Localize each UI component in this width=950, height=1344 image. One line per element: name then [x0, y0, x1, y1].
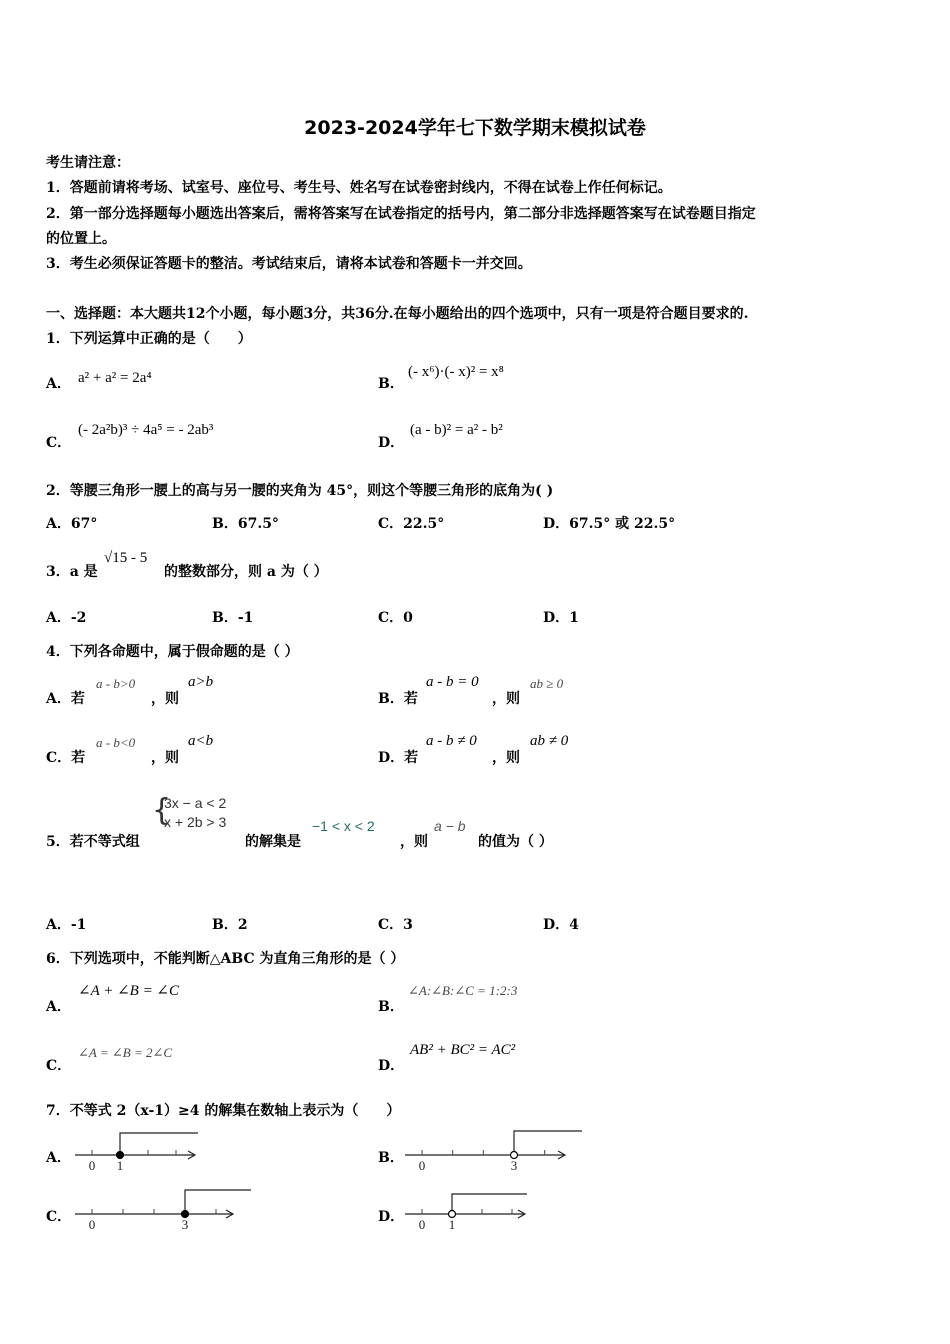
q4-option-b-result: ab ≥ 0 — [530, 676, 564, 691]
solution-bracket-a — [120, 1133, 198, 1155]
q1-option-a-label: A． — [46, 376, 71, 392]
q2-option-d: D．67.5° 或 22.5° — [543, 516, 676, 532]
q5-stem-pre: 5．若不等式组 — [46, 834, 140, 850]
q3-sqrt-expr: √15 - 5 — [104, 550, 148, 566]
notice-item-2: 2．第一部分选择题每小题选出答案后，需将答案写在试卷指定的括号内，第二部分非选择题答案写在试卷题目指定 — [46, 206, 756, 222]
q7-option-c-label: C． — [46, 1209, 72, 1225]
origin-label-a: 0 — [88, 1158, 96, 1173]
q1-option-d-label: D． — [378, 435, 405, 451]
q7-number-line-d — [405, 1194, 527, 1232]
q5-stem-mid2: ，则 — [400, 834, 428, 850]
q5-expression: a − b — [434, 818, 466, 834]
q4-option-b-then: ，则 — [492, 691, 520, 707]
section-heading: 一、选择题：本大题共12个小题，每小题3分，共36分.在每小题给出的四个选项中，只有一项是符合题目要求的. — [46, 306, 749, 322]
q5-system-line-1: 3x − a < 2 — [164, 795, 227, 811]
q3-option-b: B．-1 — [212, 610, 254, 626]
q3-option-d: D．1 — [543, 610, 579, 626]
q6-option-a-label: A． — [46, 999, 71, 1015]
q7-number-line-c — [75, 1190, 251, 1232]
q6-option-c-label: C． — [46, 1058, 72, 1074]
solution-bracket-b — [514, 1131, 582, 1155]
q4-option-c-cond: a - b<0 — [96, 735, 136, 750]
solution-bracket-d — [452, 1194, 527, 1214]
q2-option-a: A．67° — [46, 516, 98, 532]
q1-option-b-math: (- x⁶)·(- x)² = x⁸ — [408, 364, 504, 380]
q4-option-d-then: ，则 — [492, 750, 520, 766]
q4-stem: 4．下列各命题中，属于假命题的是（ ） — [46, 644, 299, 660]
q7-stem: 7．不等式 2（x-1）≥4 的解集在数轴上表示为（ ） — [46, 1103, 401, 1119]
q4-option-b-cond: a - b = 0 — [426, 674, 479, 690]
notice-item-1: 1．答题前请将考场、试室号、座位号、考生号、姓名写在试卷密封线内，不得在试卷上作任何标记。 — [46, 180, 672, 196]
q5-system-line-2: x + 2b > 3 — [164, 814, 227, 830]
q3-stem-post: 的整数部分，则 a 为（ ） — [164, 564, 328, 580]
q4-option-d-cond: a - b ≠ 0 — [426, 733, 477, 749]
q4-option-d-result: ab ≠ 0 — [530, 733, 569, 749]
q5-solution-set: −1 < x < 2 — [312, 818, 375, 834]
q6-option-a-math: ∠A + ∠B = ∠C — [78, 983, 180, 999]
q4-option-a-cond: a - b>0 — [96, 676, 136, 691]
q1-option-d-math: (a - b)² = a² - b² — [410, 422, 503, 438]
q3-stem-pre: 3．a 是 — [46, 564, 98, 580]
point-label-a: 1 — [116, 1158, 124, 1173]
q7-option-a-label: A． — [46, 1150, 71, 1166]
origin-label-c: 0 — [88, 1217, 96, 1232]
q7-number-line-b — [405, 1131, 582, 1173]
q4-option-c-then: ，则 — [151, 750, 179, 766]
notice-heading: 考生请注意： — [46, 155, 130, 171]
q6-option-c-math: ∠A = ∠B = 2∠C — [78, 1045, 173, 1060]
q6-option-b-label: B． — [378, 999, 404, 1015]
solution-bracket-c — [185, 1190, 251, 1214]
q1-option-c-label: C． — [46, 435, 72, 451]
q5-option-d: D．4 — [543, 917, 579, 933]
q2-stem: 2．等腰三角形一腰上的高与另一腰的夹角为 45°，则这个等腰三角形的底角为( ) — [46, 483, 554, 499]
q4-option-a-pre: A．若 — [46, 691, 85, 707]
q2-option-b: B．67.5° — [212, 516, 279, 532]
q1-option-c-math: (- 2a²b)³ ÷ 4a⁵ = - 2ab³ — [78, 422, 214, 438]
q5-stem-post: 的值为（ ） — [478, 834, 553, 850]
q1-stem: 1．下列运算中正确的是（ ） — [46, 331, 252, 347]
origin-label-d: 0 — [418, 1217, 426, 1232]
q4-option-b-pre: B．若 — [378, 691, 418, 707]
q5-option-c: C．3 — [378, 917, 413, 933]
origin-label-b: 0 — [418, 1158, 426, 1173]
q7-option-b-label: B． — [378, 1150, 404, 1166]
q6-option-d-label: D． — [378, 1058, 405, 1074]
notice-item-2-cont: 的位置上。 — [46, 231, 116, 247]
q5-option-a: A．-1 — [46, 917, 87, 933]
q5-option-b: B．2 — [212, 917, 248, 933]
q1-option-a-math: a² + a² = 2a⁴ — [78, 370, 152, 386]
q6-option-d-math: AB² + BC² = AC² — [410, 1042, 516, 1058]
q1-option-b-label: B． — [378, 376, 404, 392]
q5-stem-mid: 的解集是 — [245, 834, 301, 850]
q4-option-c-result: a<b — [188, 733, 214, 749]
q4-option-a-then: ，则 — [151, 691, 179, 707]
q6-stem: 6．下列选项中，不能判断△ABC 为直角三角形的是（ ） — [46, 951, 405, 967]
q4-option-c-pre: C．若 — [46, 750, 86, 766]
point-label-c: 3 — [181, 1217, 189, 1232]
point-label-b: 3 — [510, 1158, 518, 1173]
q4-option-a-result: a>b — [188, 674, 214, 690]
page-title: 2023-2024学年七下数学期末模拟试卷 — [304, 117, 646, 139]
q7-number-line-a — [75, 1133, 198, 1173]
q5-system-brace: { — [152, 793, 172, 828]
q6-option-b-math: ∠A:∠B:∠C = 1:2:3 — [408, 983, 518, 998]
q3-option-a: A．-2 — [46, 610, 87, 626]
q3-option-c: C．0 — [378, 610, 413, 626]
notice-item-3: 3．考生必须保证答题卡的整洁。考试结束后，请将本试卷和答题卡一并交回。 — [46, 256, 532, 272]
q4-option-d-pre: D．若 — [378, 750, 419, 766]
point-label-d: 1 — [448, 1217, 456, 1232]
q2-option-c: C．22.5° — [378, 516, 445, 532]
q7-option-d-label: D． — [378, 1209, 405, 1225]
